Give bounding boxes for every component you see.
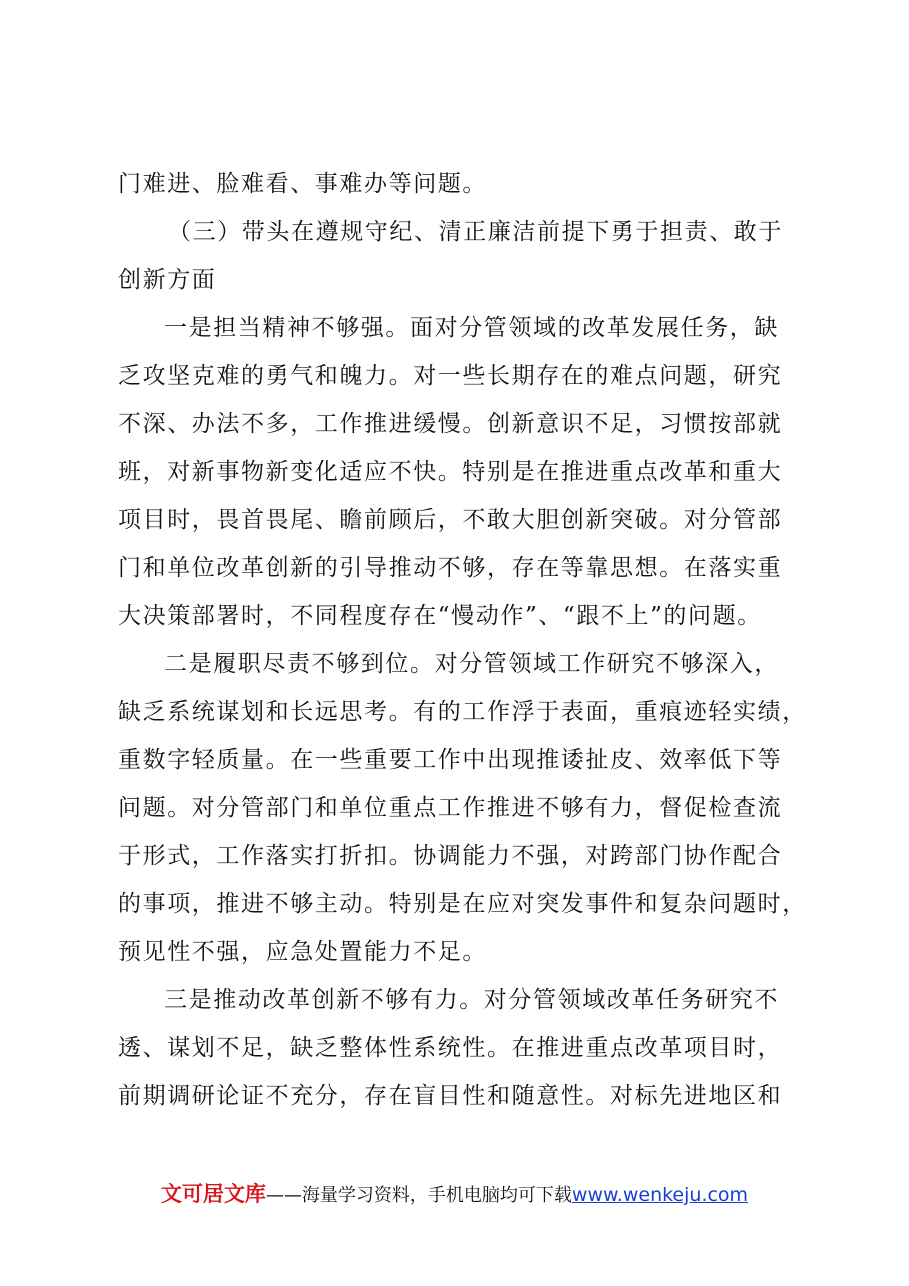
paragraph-line: 二是履职尽责不够到位。对分管领域工作研究不够深入， bbox=[164, 651, 779, 677]
footer-banner bbox=[0, 1178, 909, 1212]
paragraph-line: 于形式，工作落实打折扣。协调能力不强，对跨部门协作配合 bbox=[118, 843, 783, 869]
section-heading-line: （三）带头在遵规守纪、清正廉洁前提下勇于担责、敢于 bbox=[168, 219, 783, 245]
paragraph-line: 一是担当精神不够强。面对分管领域的改革发展任务，缺 bbox=[164, 315, 779, 341]
paragraph-line: 问题。对分管部门和单位重点工作推进不够有力，督促检查流 bbox=[118, 795, 783, 821]
document-body bbox=[118, 160, 807, 1120]
paragraph-line: 缺乏系统谋划和长远思考。有的工作浮于表面，重痕迹轻实绩， bbox=[118, 699, 807, 725]
paragraph-line: 的事项，推进不够主动。特别是在应对突发事件和复杂问题时， bbox=[118, 891, 807, 917]
paragraph-line: 重数字轻质量。在一些重要工作中出现推诿扯皮、效率低下等 bbox=[118, 747, 783, 773]
footer-tagline: ——海量学习资料，手机电脑均可下载 bbox=[265, 1185, 572, 1206]
paragraph-line: 班，对新事物新变化适应不快。特别是在推进重点改革和重大 bbox=[118, 459, 783, 485]
paragraph-line: 门和单位改革创新的引导推动不够，存在等靠思想。在落实重 bbox=[118, 555, 783, 581]
paragraph-line: 前期调研论证不充分，存在盲目性和随意性。对标先进地区和 bbox=[118, 1083, 783, 1109]
paragraph-line: 项目时，畏首畏尾、瞻前顾后，不敢大胆创新突破。对分管部 bbox=[118, 507, 783, 533]
section-heading-line: 创新方面 bbox=[118, 267, 217, 293]
footer-website-link[interactable]: www.wenkeju.com bbox=[571, 1184, 749, 1206]
paragraph-line: 门难进、脸难看、事难办等问题。 bbox=[118, 171, 487, 197]
paragraph-line: 预见性不强，应急处置能力不足。 bbox=[118, 939, 487, 965]
paragraph-line: 不深、办法不多，工作推进缓慢。创新意识不足，习惯按部就 bbox=[118, 411, 783, 437]
paragraph-line: 大决策部署时，不同程度存在“慢动作”、“跟不上”的问题。 bbox=[118, 603, 762, 629]
paragraph-line: 三是推动改革创新不够有力。对分管领域改革任务研究不 bbox=[164, 987, 779, 1013]
paragraph-line: 乏攻坚克难的勇气和魄力。对一些长期存在的难点问题，研究 bbox=[118, 363, 783, 389]
footer-brand: 文可居文库 bbox=[160, 1182, 266, 1206]
paragraph-line: 透、谋划不足，缺乏整体性系统性。在推进重点改革项目时， bbox=[118, 1035, 783, 1061]
